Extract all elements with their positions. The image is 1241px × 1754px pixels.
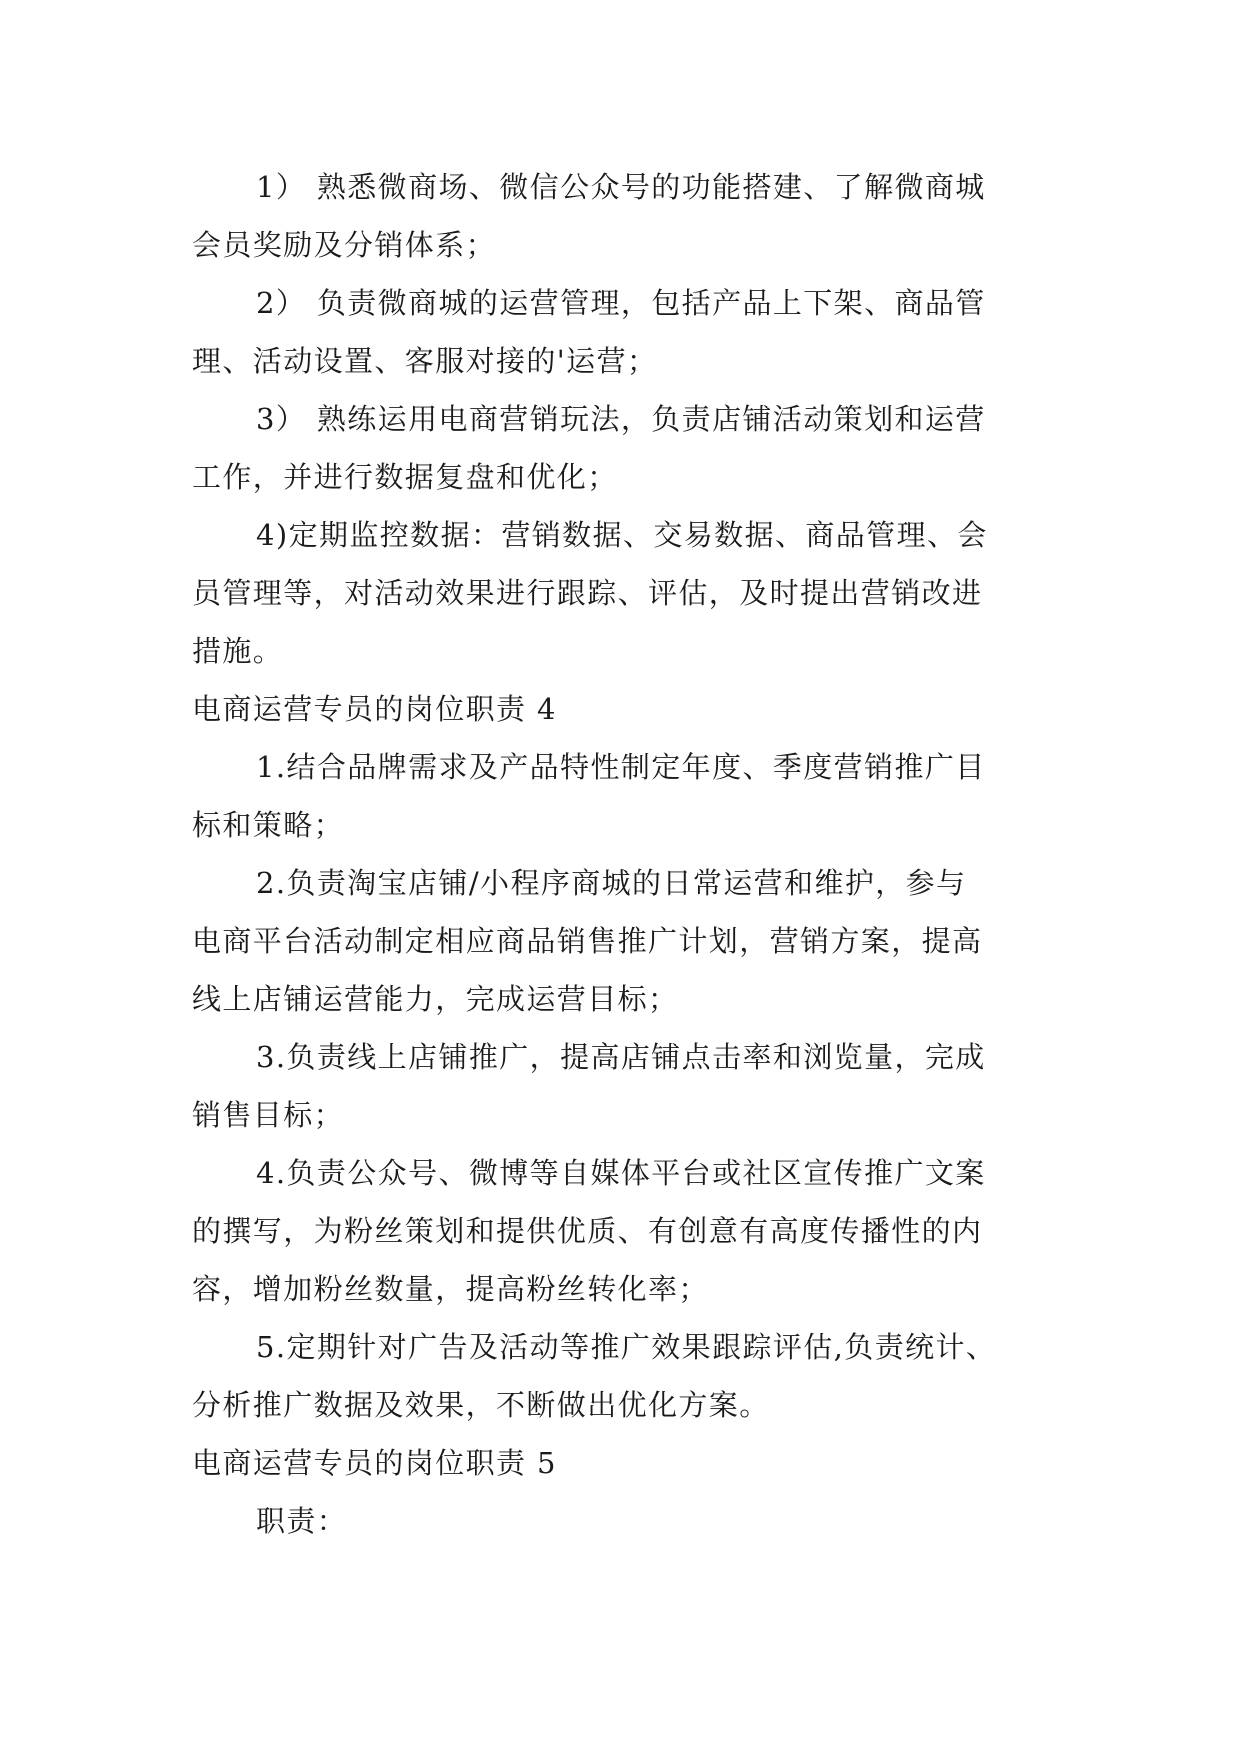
paragraph-line: 2.负责淘宝店铺/小程序商城的日常运营和维护，参与: [256, 866, 967, 900]
paragraph-line: 3.负责线上店铺推广，提高店铺点击率和浏览量，完成: [256, 1040, 986, 1074]
paragraph-line: 措施。: [192, 634, 284, 668]
paragraph-line: 1） 熟悉微商场、微信公众号的功能搭建、了解微商城: [256, 170, 986, 204]
paragraph-line: 理、活动设置、客服对接的'运营；: [192, 344, 658, 378]
paragraph-line: 4)定期监控数据：营销数据、交易数据、商品管理、会: [256, 518, 988, 552]
paragraph-line: 销售目标；: [192, 1098, 345, 1132]
paragraph-line: 电商平台活动制定相应商品销售推广计划，营销方案，提高: [192, 924, 983, 958]
paragraph-line: 5.定期针对广告及活动等推广效果跟踪评估,负责统计、: [256, 1330, 997, 1364]
paragraph-line: 线上店铺运营能力，完成运营目标；: [192, 982, 679, 1016]
paragraph-line: 职责：: [256, 1504, 348, 1538]
paragraph-line: 分析推广数据及效果，不断做出优化方案。: [192, 1388, 770, 1422]
paragraph-line: 容，增加粉丝数量，提高粉丝转化率；: [192, 1272, 709, 1306]
paragraph-line: 1.结合品牌需求及产品特性制定年度、季度营销推广目: [256, 750, 986, 784]
section-heading: 电商运营专员的岗位职责 5: [192, 1446, 557, 1480]
paragraph-line: 会员奖励及分销体系；: [192, 228, 497, 262]
paragraph-line: 员管理等，对活动效果进行跟踪、评估，及时提出营销改进: [192, 576, 983, 610]
section-heading: 电商运营专员的岗位职责 4: [192, 692, 557, 726]
paragraph-line: 2） 负责微商城的运营管理，包括产品上下架、商品管: [256, 286, 986, 320]
paragraph-line: 标和策略；: [192, 808, 345, 842]
paragraph-line: 3） 熟练运用电商营销玩法，负责店铺活动策划和运营: [256, 402, 986, 436]
paragraph-line: 4.负责公众号、微博等自媒体平台或社区宣传推广文案: [256, 1156, 986, 1190]
paragraph-line: 的撰写，为粉丝策划和提供优质、有创意有高度传播性的内: [192, 1214, 983, 1248]
paragraph-line: 工作，并进行数据复盘和优化；: [192, 460, 618, 494]
